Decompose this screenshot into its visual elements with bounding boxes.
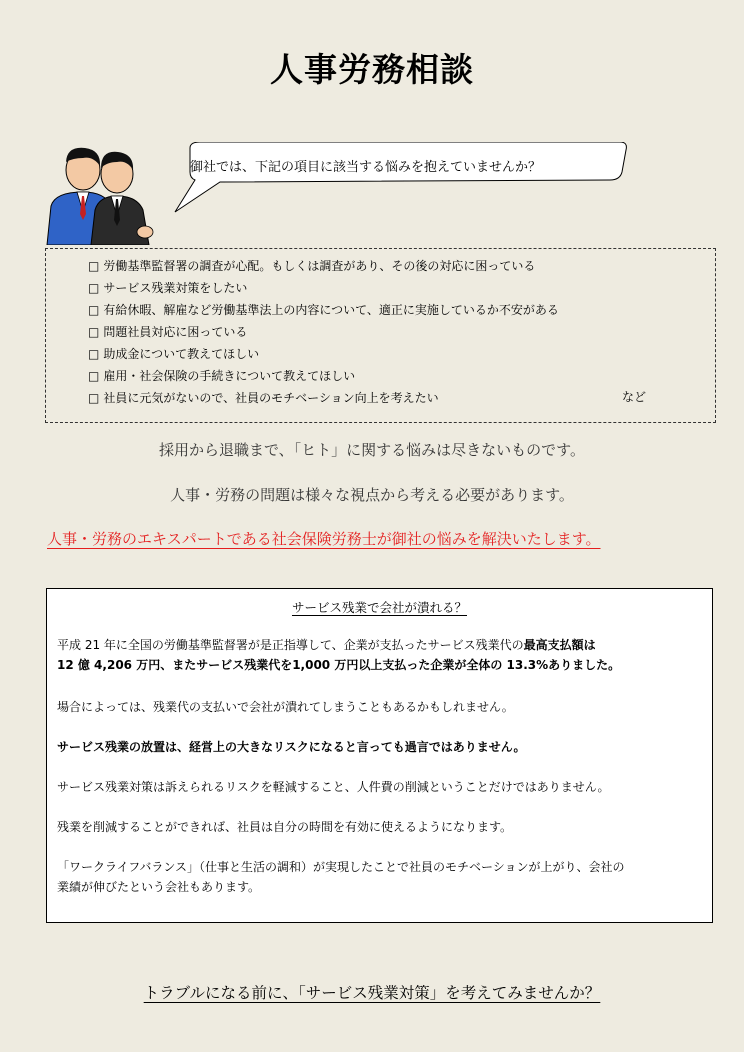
- paragraph-3: サービス残業の放置は、経営上の大きなリスクになると言っても過言ではありません。: [57, 740, 526, 754]
- intro-line-2: 人事・労務の問題は様々な視点から考える必要があります。: [170, 486, 574, 504]
- paragraph-4: サービス残業対策は訴えられるリスクを軽減すること、人件費の削減ということだけではありません。: [57, 780, 610, 794]
- checkbox-icon: □: [88, 325, 100, 339]
- checklist-item: □ 有給休暇、解雇など労働基準法上の内容について、適正に実施しているか不安がある: [88, 303, 559, 317]
- checkbox-icon: □: [88, 347, 100, 361]
- checklist-item: □ 助成金について教えてほしい: [88, 347, 260, 361]
- checkbox-icon: □: [88, 303, 100, 317]
- checklist-item: □ 社員に元気がないので、社員のモチベーション向上を考えたい: [88, 391, 439, 405]
- page-title: 人事労務相談: [270, 50, 474, 89]
- bubble-text: 御社では、下記の項目に該当する悩みを抱えていませんか？: [190, 160, 542, 175]
- intro-line-1: 採用から退職まで、「ヒト」に関する悩みは尽きないものです。: [158, 441, 585, 459]
- speech-bubble: [160, 142, 630, 222]
- checkbox-icon: □: [88, 281, 100, 295]
- checkbox-icon: □: [88, 259, 100, 273]
- concern-checklist: [45, 248, 716, 423]
- paragraph-6: 「ワークライフバランス」（仕事と生活の調和）が実現したことで社員のモチベーションが上がり、会社の 業績が伸びたという会社もあります。: [57, 860, 625, 894]
- checklist-item: □ 労働基準監督署の調査が心配。もしくは調査があり、その後の対応に困っている: [88, 259, 536, 273]
- checklist-item: □ 問題社員対応に困っている: [88, 325, 248, 339]
- paragraph-2: 場合によっては、残業代の支払いで会社が潰れてしまうこともあるかもしれません。: [57, 700, 514, 714]
- footer-message: トラブルになる前に、「サービス残業対策」を考えてみませんか？: [143, 984, 601, 1002]
- checklist-item: □ サービス残業対策をしたい: [88, 281, 248, 295]
- highlight-message: 人事・労務のエキスパートである社会保険労務士が御社の悩みを解決いたします。: [47, 530, 601, 548]
- etc-label: など: [622, 390, 647, 404]
- checkbox-icon: □: [88, 369, 100, 383]
- overtime-info-box: [46, 588, 713, 923]
- box-title: サービス残業で会社が潰れる？: [291, 600, 467, 615]
- checklist-item: □ 雇用・社会保険の手続きについて教えてほしい: [88, 369, 356, 383]
- paragraph-1: 平成 21 年に全国の労働基準監督署が是正指導して、企業が支払ったサービス残業代の最高支払額は 12 億 4,206 万円、またサービス残業代を1,000 万円以上支払った企業が全体の 13.3%ありました。: [57, 638, 621, 672]
- businessmen-illustration: [45, 140, 175, 245]
- paragraph-5: 残業を削減することができれば、社員は自分の時間を有効に使えるようになります。: [57, 820, 513, 834]
- checkbox-icon: □: [88, 391, 100, 405]
